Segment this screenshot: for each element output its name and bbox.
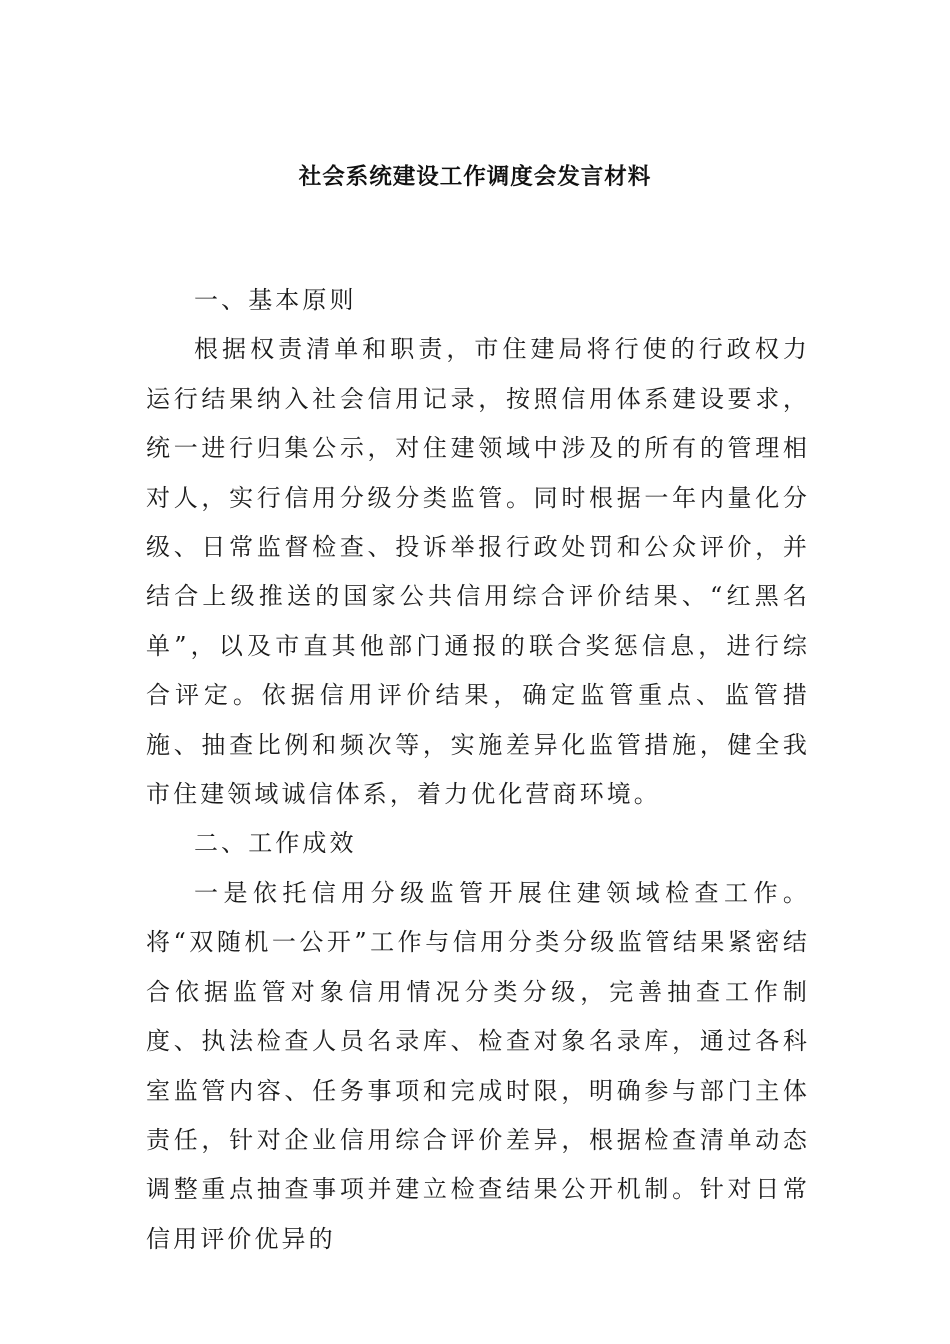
section-heading-basic-principles: 一、基本原则 [194, 286, 357, 314]
paragraph-basic-principles: 根据权责清单和职责，市住建局将行使的行政权力运行结果纳入社会信用记录，按照信用体系建设要求，统一进行归集公示，对住建领域中涉及的所有的管理相对人，实行信用分级分类监管。同时根据一年内量化分级、日常监督检查、投诉举报行政处罚和公众评价，并结合上级推送的国家公共信用综合评价结果、“红黑名单”，以及市直其他部门通报的联合奖惩信息，进行综合评定。依据信用评价结果，确定监管重点、监管措施、抽查比例和频次等，实施差异化监管措施，健全我市住建领域诚信体系，着力优化营商环境。 [146, 335, 810, 809]
section-heading-work-results: 二、工作成效 [194, 829, 357, 858]
document-title: 社会系统建设工作调度会发言材料 [298, 164, 652, 190]
paragraph-work-results: 一是依托信用分级监管开展住建领域检查工作。将“双随机一公开”工作与信用分类分级监管结果紧密结合依据监管对象信用情况分类分级，完善抽查工作制度、执法检查人员名录库、检查对象名录库，通过各科室监管内容、任务事项和完成时限，明确参与部门主体责任，针对企业信用综合评价差异，根据检查清单动态调整重点抽查事项并建立检查结果公开机制。针对日常信用评价优异的 [146, 878, 810, 1253]
document-body [146, 276, 810, 1264]
